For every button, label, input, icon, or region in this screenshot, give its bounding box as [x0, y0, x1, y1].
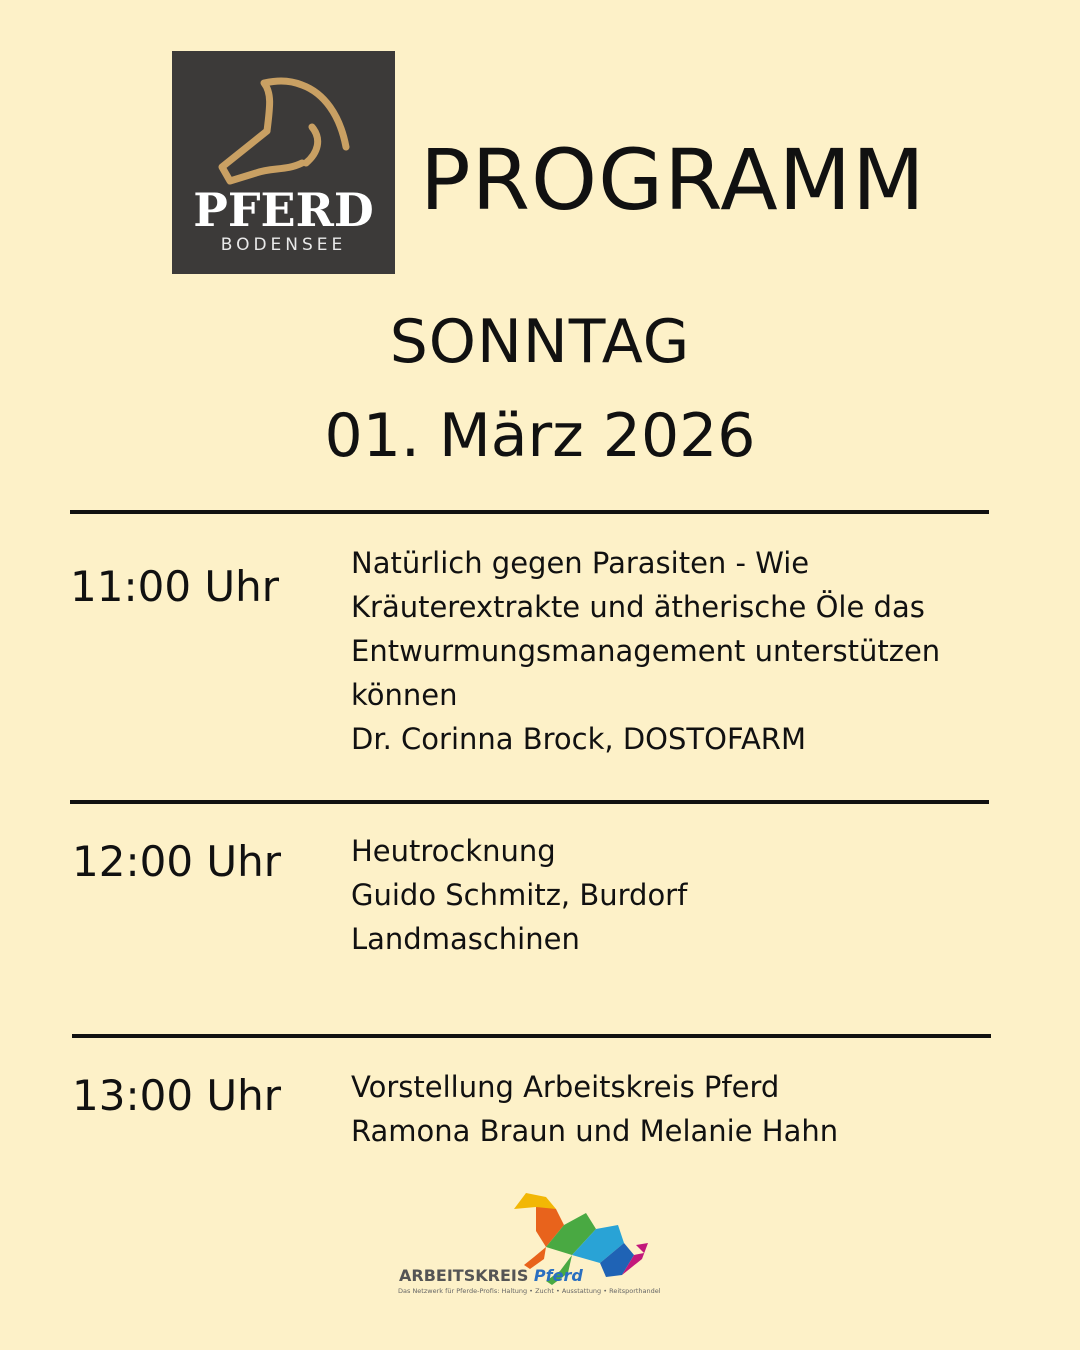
program-speaker: Landmaschinen	[351, 922, 580, 956]
program-line: Entwurmungsmanagement unterstützen	[351, 634, 941, 668]
event-day: SONNTAG	[389, 307, 691, 377]
logo-wordmark: PFERD	[193, 183, 374, 237]
arbeitskreis-name-b: Pferd	[533, 1266, 583, 1285]
program-time: 13:00 Uhr	[72, 1071, 282, 1120]
event-date: 01. März 2026	[324, 401, 756, 471]
arbeitskreis-name-a: ARBEITSKREIS	[399, 1266, 529, 1285]
program-line: Heutrocknung	[351, 834, 556, 868]
page-title: PROGRAMM	[420, 131, 926, 229]
program-line: Kräuterextrakte und ätherische Öle das	[351, 590, 925, 624]
divider	[72, 1034, 991, 1038]
divider	[70, 510, 989, 514]
program-speaker: Ramona Braun und Melanie Hahn	[351, 1114, 839, 1148]
arbeitskreis-tagline: Das Netzwerk für Pferde-Profis: Haltung • Zucht • Ausstattung • Reitsporthandel	[398, 1287, 661, 1295]
horse-head-icon	[212, 67, 352, 197]
program-time: 12:00 Uhr	[72, 837, 282, 886]
arbeitskreis-name	[399, 1268, 583, 1284]
program-line: Natürlich gegen Parasiten - Wie	[351, 546, 810, 580]
program-speaker: Dr. Corinna Brock, DOSTOFARM	[351, 722, 806, 756]
program-description	[351, 829, 1051, 961]
pferd-bodensee-logo	[172, 51, 395, 274]
program-line: Vorstellung Arbeitskreis Pferd	[351, 1070, 780, 1104]
divider	[70, 800, 989, 804]
program-description	[351, 1065, 1051, 1153]
program-description	[351, 541, 1051, 761]
program-line: können	[351, 678, 458, 712]
logo-subtitle: BODENSEE	[220, 235, 347, 255]
program-time: 11:00 Uhr	[70, 562, 280, 611]
program-speaker: Guido Schmitz, Burdorf	[351, 878, 688, 912]
